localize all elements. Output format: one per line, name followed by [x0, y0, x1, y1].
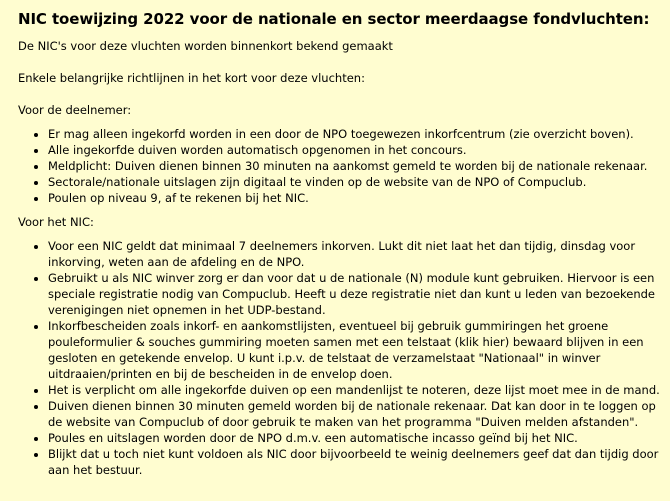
page-title: NIC toewijzing 2022 voor de nationale en sector meerdaagse fondvluchten: [18, 10, 650, 28]
list-item: • Poulen op niveau 9, af te rekenen bij het NIC. [48, 190, 660, 206]
list-item: • Meldplicht: Duiven dienen binnen 30 minuten na aankomst gemeld te worden bij de nationale rekenaar. [48, 158, 660, 174]
nic-list [18, 238, 660, 478]
list-item: • Het is verplicht om alle ingekorfde duiven op een mandenlijst te noteren, deze lijst moet mee in de mand. [48, 382, 660, 398]
participants-list [18, 126, 660, 206]
list-item: • Voor een NIC geldt dat minimaal 7 deelnemers inkorven. Lukt dit niet laat het dan tijdig, dinsdag voor inkorving, weten aan de afdeling en de NPO. [48, 238, 660, 270]
list-item: • Er mag alleen ingekorfd worden in een door de NPO toegewezen inkorfcentrum (zie overzicht boven). [48, 126, 660, 142]
list-item: • Sectorale/nationale uitslagen zijn digitaal te vinden op de website van de NPO of Compuclub. [48, 174, 660, 190]
intro-text: De NIC's voor deze vluchten worden binnenkort bekend gemaakt [18, 39, 393, 53]
list-item: • Poules en uitslagen worden door de NPO d.m.v. een automatische incasso geïnd bij het NIC. [48, 430, 660, 446]
list-item: • Duiven dienen binnen 30 minuten gemeld worden bij de nationale rekenaar. Dat kan door in te loggen op de website van Compuclub of door gebruik te maken van het programma "Duiven melden afstanden". [48, 398, 660, 430]
list-item: • Alle ingekorfde duiven worden automatisch opgenomen in het concours. [48, 142, 660, 158]
list-item: • Blijkt dat u toch niet kunt voldoen als NIC door bijvoorbeeld te weinig deelnemers geef dat dan tijdig door aan het bestuur. [48, 446, 660, 478]
guidelines-intro-text: Enkele belangrijke richtlijnen in het kort voor deze vluchten: [18, 71, 365, 85]
nic-heading: Voor het NIC: [18, 215, 94, 229]
participants-heading: Voor de deelnemer: [18, 103, 132, 117]
list-item: • Gebruikt u als NIC winver zorg er dan voor dat u de nationale (N) module kunt gebruiken. Hiervoor is een speciale registratie nodig van Compuclub. Heeft u deze registratie niet dan kunt u leden van bezoekende verenigingen niet opnemen in het UDP-bestand. [48, 270, 660, 318]
list-item: • Inkorfbescheiden zoals inkorf- en aankomstlijsten, eventueel bij gebruik gummiringen het groene pouleformulier & souches gummiring moeten samen met een telstaat (klik hier) bewaard blijven in een gesloten en getekende envelop. U kunt i.p.v. de telstaat de verzamelstaat "Nationaal" in winver uitdraaien/printen en bij de bescheiden in de envelop doen. [48, 318, 660, 382]
